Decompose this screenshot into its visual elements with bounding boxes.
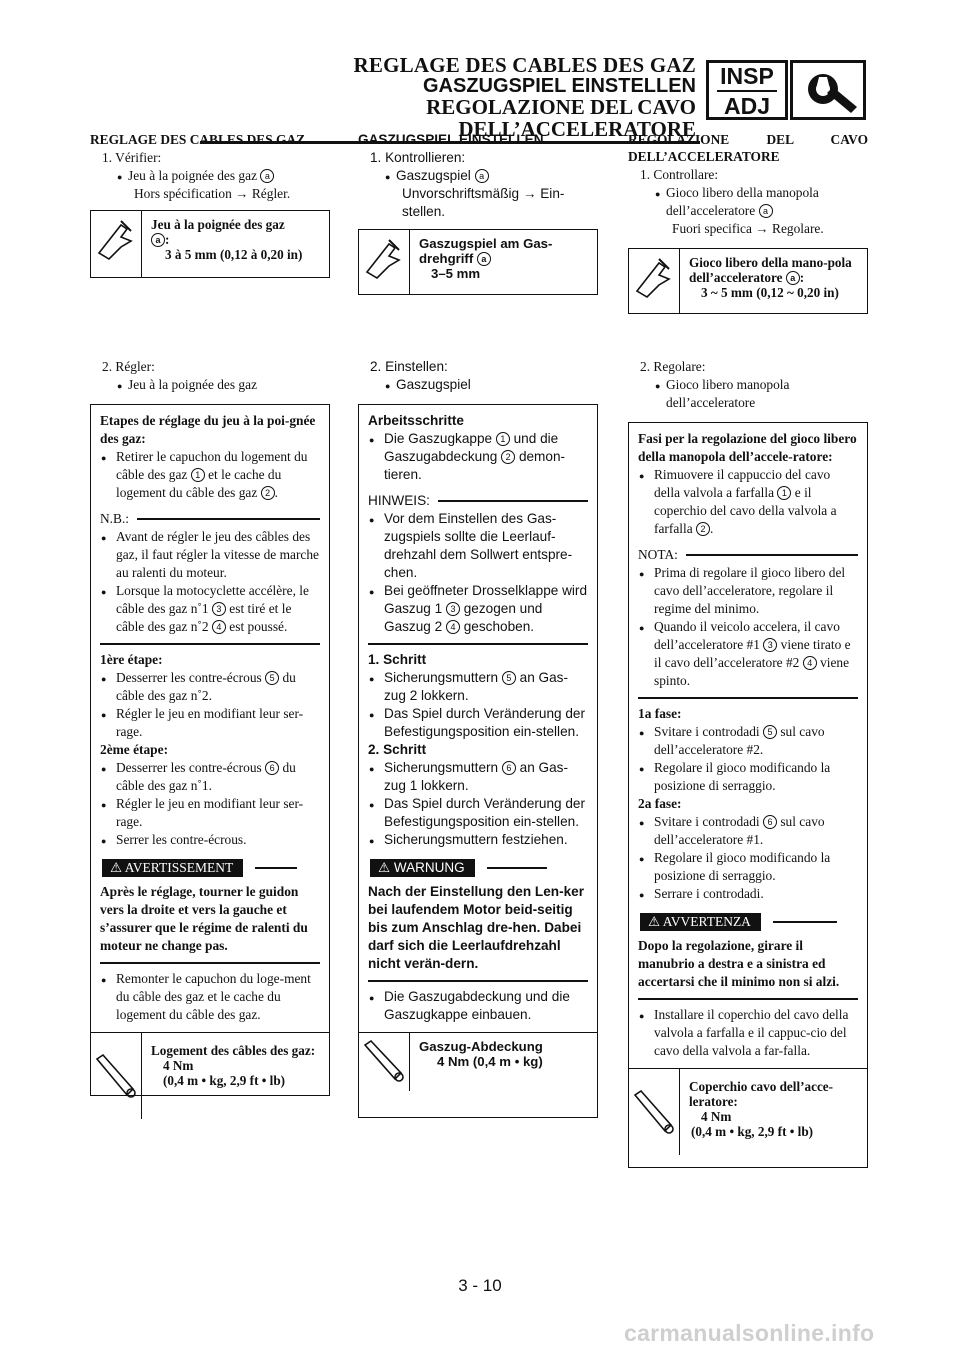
step-heading: 2. Schritt (368, 742, 427, 757)
warning-icon: ⚠ (648, 914, 661, 929)
section-heading-cont: DELL’ACCELERATORE (628, 149, 780, 164)
final-step: ● Installare il coperchio del cavo della valvola a farfalla e il cappuc-cio del cavo della valvola a far-falla. (638, 1006, 858, 1060)
spec-value: 3 à 5 mm (0,12 à 0,20 in) (165, 247, 303, 262)
torque-spec: Coperchio cavo dell’acce-leratore: 4 Nm (0,4 m • kg, 2,9 ft • lb) (629, 1068, 867, 1155)
section-heading: REGOLAZIONE DEL CAVO (628, 132, 868, 147)
header-title-it: REGOLAZIONE DEL CAVO DELL’ACCELERATORE (426, 95, 696, 141)
step-1-result: Fuori specifica → Regolare. (672, 221, 824, 236)
procedure-title: Fasi per la regolazione del gioco libero della manopola dell’accele-ratore: (638, 431, 857, 464)
note-item: ● Avant de régler le jeu des câbles des gaz, il faut régler la vitesse de marche au ralenti du moteur. (100, 528, 320, 582)
step-item: ● Svitare i controdadi 6 sul cavo dell’acceleratore #1. (638, 813, 858, 849)
divider (368, 980, 588, 982)
spec-title: Gaszugspiel am Gas-drehgriff (419, 236, 553, 266)
step-item: ● Régler le jeu en modifiant leur ser-rage. (100, 705, 320, 741)
step-item: ● Regolare il gioco modificando la posizione di serraggio. (638, 759, 858, 795)
note-item: ● Vor dem Einstellen des Gas-zugspiels sollte die Leerlauf-drehzahl dem Sollwert entspre-chen. (368, 510, 588, 582)
spec-title: Jeu à la poignée des gaz (151, 217, 285, 232)
step-item: ● Sicherungsmuttern 6 an Gas-zug 1 lokkern. (368, 759, 588, 795)
step-heading: 1ère étape: (100, 652, 163, 667)
step-2-item: ● Gioco libero manopola dell’acceleratore (628, 376, 868, 412)
step-item: ● Desserrer les contre-écrous 5 du câble des gaz n˚2. (100, 669, 320, 705)
spec-title: Gioco libero della mano-pola dell’acceleratore (689, 255, 852, 285)
divider (100, 962, 320, 964)
section-heading: REGLAGE DES CABLES DES GAZ (90, 132, 306, 147)
caliper-icon (629, 249, 680, 313)
step-heading: 2a fase: (638, 796, 682, 811)
step-2-item: ● Gaszugspiel (358, 376, 598, 394)
step-1-result: Hors spécification → Régler. (134, 186, 291, 201)
spec-box: Gioco libero della mano-pola dell’acceleratore a : 3 ~ 5 mm (0,12 ~ 0,20 in) (628, 248, 868, 314)
step-2-label: 2. Régler: (102, 359, 155, 374)
warning-text: Après le réglage, tourner le guidon vers la droite et vers la gauche et s’assurer que le régime de ralenti du moteur ne change pas. (100, 884, 308, 953)
procedure-item: ● Rimuovere il cappuccio del cavo della valvola a farfalla 1 e il coperchio del cavo della valvola a farfalla 2 . (638, 466, 858, 538)
wrench-tool-icon (790, 60, 866, 120)
caliper-icon (359, 230, 410, 294)
badge-adj: ADJ (723, 93, 770, 119)
step-2-item: ● Jeu à la poignée des gaz (90, 376, 330, 394)
procedure-box-de (358, 404, 598, 1118)
step-1-label: 1. Controllare: (640, 167, 719, 182)
step-item: ● Regolare il gioco modificando la posizione di serraggio. (638, 849, 858, 885)
torque-spec: Gaszug-Abdeckung 4 Nm (0,4 m • kg) (359, 1032, 597, 1091)
step-1-label: 1. Kontrollieren: (370, 150, 466, 165)
insp-adj-badge (706, 60, 788, 120)
column-german (358, 131, 598, 221)
badge-divider (717, 90, 777, 92)
step-item: ● Serrer les contre-écrous. (100, 831, 320, 849)
warning-label: ⚠ WARNUNG (368, 859, 588, 877)
note-heading: N.B.: (100, 510, 320, 528)
step-item: ● Das Spiel durch Veränderung der Befestigungsposition ein-stellen. (368, 795, 588, 831)
note-item: ● Quando il veicolo accelera, il cavo dell’acceleratore #1 3 viene tirato e il cavo dell’acceleratore #2 4 viene spinto. (638, 618, 858, 690)
torque-wrench-icon (629, 1069, 680, 1155)
page-header (200, 55, 696, 140)
warning-icon: ⚠ (110, 860, 123, 875)
step-1-item: ● Gaszugspiel a (358, 167, 598, 185)
warning-text: Dopo la regolazione, girare il manubrio a destra e a sinistra ed accertarsi che il minimo non si alzi. (638, 938, 840, 989)
step-2-fr (90, 358, 330, 394)
step-2-it (628, 358, 868, 412)
divider (368, 643, 588, 645)
step-item: ● Sicherungsmuttern 5 an Gas-zug 2 lokkern. (368, 669, 588, 705)
procedure-title: Arbeitsschritte (368, 413, 464, 428)
step-2-label: 2. Einstellen: (370, 359, 448, 374)
spec-value: 3–5 mm (431, 266, 481, 281)
divider (638, 697, 858, 699)
step-item: ● Das Spiel durch Veränderung der Befestigungsposition ein-stellen. (368, 705, 588, 741)
column-italian (628, 131, 868, 238)
note-item: ● Prima di regolare il gioco libero del cavo dell’acceleratore, regolare il regime del minimo. (638, 564, 858, 618)
step-item: ● Serrare i controdadi. (638, 885, 858, 903)
spec-box: Jeu à la poignée des gaz a : 3 à 5 mm (0,12 à 0,20 in) (90, 210, 330, 278)
warning-label: ⚠ AVVERTENZA (638, 913, 858, 931)
step-item: ● Régler le jeu en modifiant leur ser-rage. (100, 795, 320, 831)
step-heading: 1a fase: (638, 706, 682, 721)
section-heading: GASZUGSPIEL EINSTELLEN (358, 132, 544, 147)
note-heading: HINWEIS: (368, 492, 588, 510)
procedure-box-it (628, 422, 868, 1168)
step-2-label: 2. Regolare: (640, 359, 706, 374)
caliper-icon (91, 211, 142, 277)
step-1-label: 1. Vérifier: (102, 150, 162, 165)
badge-insp: INSP (720, 63, 774, 89)
step-1-item: ● Gioco libero della manopola dell’acceleratore a (628, 184, 868, 220)
column-french (90, 131, 330, 203)
procedure-title: Etapes de réglage du jeu à la poi-gnée des gaz: (100, 413, 316, 446)
header-title-fr: REGLAGE DES CABLES DES GAZ (353, 53, 696, 77)
note-heading: NOTA: (638, 546, 858, 564)
watermark: carmanualsonline.info (624, 1320, 875, 1346)
step-1-result: Unvorschriftsmäßig → Ein-stellen. (402, 186, 565, 219)
note-item: ● Lorsque la motocyclette accélère, le câble des gaz n˚1 3 est tiré et le câble des gaz n˚2 4 est poussé. (100, 582, 320, 636)
page-number: 3 - 10 (458, 1276, 502, 1295)
step-item: ● Desserrer les contre-écrous 6 du câble des gaz n˚1. (100, 759, 320, 795)
step-heading: 1. Schritt (368, 652, 427, 667)
final-step: ● Die Gaszugabdeckung und die Gaszugkappe einbauen. (368, 988, 588, 1024)
procedure-box-fr (90, 404, 330, 1096)
divider (100, 643, 320, 645)
warning-icon: ⚠ (378, 860, 391, 875)
spec-box: Gaszugspiel am Gas-drehgriff a 3–5 mm (358, 229, 598, 295)
header-title-de: GASZUGSPIEL EINSTELLEN (423, 75, 696, 97)
final-step: ● Remonter le capuchon du loge-ment du câble des gaz et le cache du logement du câble des gaz. (100, 970, 320, 1024)
note-item: ● Bei geöffneter Drosselklappe wird Gaszug 1 3 gezogen und Gaszug 2 4 geschoben. (368, 582, 588, 636)
procedure-item: ● Die Gaszugkappe 1 und die Gaszugabdeckung 2 demon-tieren. (368, 430, 588, 484)
warning-label: ⚠ AVERTISSEMENT (100, 859, 320, 877)
step-heading: 2ème étape: (100, 742, 169, 757)
procedure-item: ● Retirer le capuchon du logement du câble des gaz 1 et le cache du logement du câble des gaz 2 . (100, 448, 320, 502)
warning-text: Nach der Einstellung den Len-ker bei laufendem Motor beid-seitig bis zum Anschlag dre-hen. Dabei darf sich die Leerlaufdrehzahl nicht verän-dern. (368, 884, 585, 971)
divider (638, 998, 858, 1000)
torque-wrench-icon (359, 1033, 410, 1091)
step-item: ● Svitare i controdadi 5 sul cavo dell’acceleratore #2. (638, 723, 858, 759)
step-item: ● Sicherungsmuttern festziehen. (368, 831, 588, 849)
step-1-item: ● Jeu à la poignée des gaz a (90, 167, 330, 185)
torque-wrench-icon (91, 1033, 142, 1119)
step-2-de (358, 358, 598, 394)
torque-spec: Logement des câbles des gaz: 4 Nm (0,4 m • kg, 2,9 ft • lb) (91, 1032, 329, 1119)
spec-value: 3 ~ 5 mm (0,12 ~ 0,20 in) (701, 285, 839, 300)
